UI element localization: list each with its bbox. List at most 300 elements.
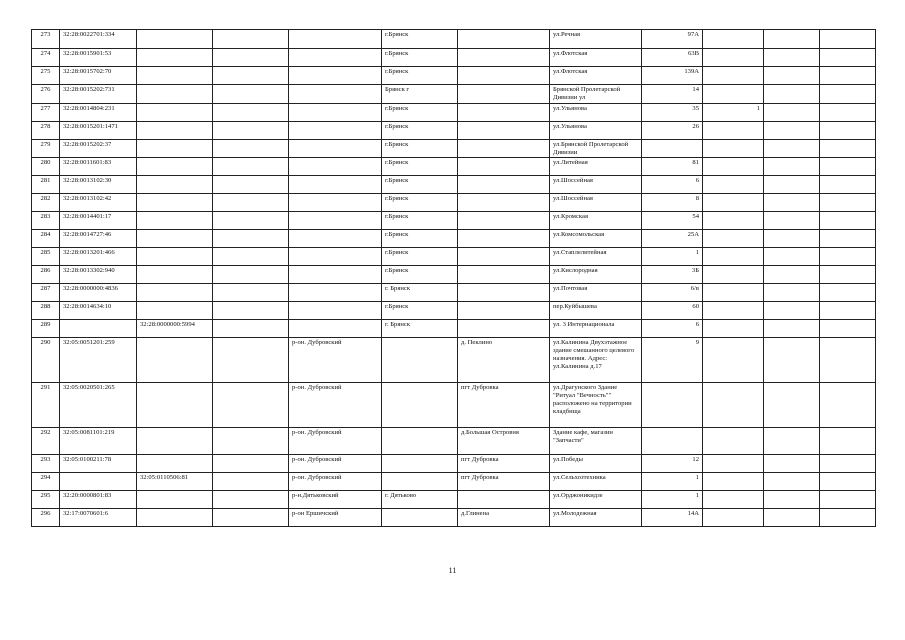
empty-cell — [213, 230, 289, 248]
cadastral-number-alt-cell — [137, 284, 213, 302]
empty-cell — [213, 491, 289, 509]
extra-cell — [820, 428, 876, 455]
city-cell — [382, 455, 458, 473]
extra-cell — [703, 383, 764, 428]
table-row — [32, 491, 876, 509]
extra-cell — [820, 302, 876, 320]
locality-cell — [458, 30, 550, 49]
house-number-cell: 14 — [642, 85, 703, 104]
cadastral-number-cell: 32:05:0051201:259 — [60, 338, 137, 383]
house-number-cell: 25А — [642, 230, 703, 248]
empty-cell — [213, 49, 289, 67]
extra-cell — [820, 383, 876, 428]
table-row — [32, 320, 876, 338]
district-cell — [289, 67, 382, 85]
district-cell — [289, 30, 382, 49]
locality-cell — [458, 104, 550, 122]
row-number-cell: 276 — [32, 85, 60, 104]
district-cell — [289, 104, 382, 122]
cadastral-number-alt-cell — [137, 104, 213, 122]
extra-cell — [764, 338, 820, 383]
cadastral-number-cell: 32:28:0014804:231 — [60, 104, 137, 122]
city-cell: г.Брянск — [382, 266, 458, 284]
row-number-cell: 283 — [32, 212, 60, 230]
table-row — [32, 85, 876, 104]
cadastral-number-cell: 32:20:0000801:83 — [60, 491, 137, 509]
district-cell — [289, 302, 382, 320]
extra-cell — [703, 194, 764, 212]
house-number-cell — [642, 383, 703, 428]
row-number-cell: 282 — [32, 194, 60, 212]
extra-cell: 1 — [703, 104, 764, 122]
house-number-cell: 9 — [642, 338, 703, 383]
house-number-cell: 35 — [642, 104, 703, 122]
house-number-cell: 6/в — [642, 284, 703, 302]
cadastral-number-alt-cell — [137, 158, 213, 176]
extra-cell — [764, 428, 820, 455]
row-number-cell: 288 — [32, 302, 60, 320]
address-cell: ул.Стаплелитейная — [550, 248, 642, 266]
extra-cell — [703, 158, 764, 176]
district-cell — [289, 248, 382, 266]
extra-cell — [764, 248, 820, 266]
extra-cell — [820, 194, 876, 212]
address-cell: ул.Ульянова — [550, 122, 642, 140]
row-number-cell: 279 — [32, 140, 60, 158]
address-cell: ул.Флотская — [550, 49, 642, 67]
table-row — [32, 176, 876, 194]
cadastral-number-alt-cell: 32:05:0110506:81 — [137, 473, 213, 491]
district-cell: р-он. Дубровский — [289, 338, 382, 383]
extra-cell — [820, 67, 876, 85]
address-cell: ул.Шоссейная — [550, 176, 642, 194]
table-row — [32, 122, 876, 140]
empty-cell — [213, 140, 289, 158]
address-cell: ул.Речная — [550, 30, 642, 49]
extra-cell — [703, 428, 764, 455]
table-row — [32, 248, 876, 266]
row-number-cell: 273 — [32, 30, 60, 49]
city-cell — [382, 428, 458, 455]
locality-cell: пгт Дубровка — [458, 383, 550, 428]
district-cell — [289, 284, 382, 302]
locality-cell — [458, 122, 550, 140]
extra-cell — [764, 85, 820, 104]
extra-cell — [820, 104, 876, 122]
extra-cell — [703, 284, 764, 302]
extra-cell — [820, 230, 876, 248]
house-number-cell: 3Б — [642, 266, 703, 284]
house-number-cell: 14А — [642, 509, 703, 527]
extra-cell — [703, 302, 764, 320]
extra-cell — [764, 194, 820, 212]
address-cell: пер.Куйбышева — [550, 302, 642, 320]
address-cell: ул.Победы — [550, 455, 642, 473]
row-number-cell: 284 — [32, 230, 60, 248]
table-row — [32, 455, 876, 473]
cadastral-number-cell: 32:28:0014727:46 — [60, 230, 137, 248]
district-cell: р-он. Дубровский — [289, 383, 382, 428]
cadastral-number-alt-cell — [137, 212, 213, 230]
empty-cell — [213, 30, 289, 49]
row-number-cell: 274 — [32, 49, 60, 67]
extra-cell — [703, 212, 764, 230]
extra-cell — [820, 140, 876, 158]
extra-cell — [703, 30, 764, 49]
cadastral-number-cell: 32:05:0020501:265 — [60, 383, 137, 428]
cadastral-number-alt-cell — [137, 30, 213, 49]
city-cell: г.Брянск — [382, 122, 458, 140]
district-cell — [289, 158, 382, 176]
extra-cell — [764, 383, 820, 428]
row-number-cell: 293 — [32, 455, 60, 473]
page-number: 11 — [448, 566, 457, 575]
extra-cell — [820, 320, 876, 338]
empty-cell — [213, 455, 289, 473]
city-cell: г. Брянск — [382, 284, 458, 302]
address-cell: ул.Литейная — [550, 158, 642, 176]
cadastral-number-alt-cell — [137, 338, 213, 383]
district-cell — [289, 122, 382, 140]
empty-cell — [213, 85, 289, 104]
extra-cell — [703, 67, 764, 85]
extra-cell — [703, 49, 764, 67]
table-row — [32, 49, 876, 67]
row-number-cell: 277 — [32, 104, 60, 122]
address-cell: ул.Шоссейная — [550, 194, 642, 212]
cadastral-number-alt-cell — [137, 491, 213, 509]
extra-cell — [764, 284, 820, 302]
table-row — [32, 473, 876, 491]
district-cell: р-он. Дубровский — [289, 428, 382, 455]
row-number-cell: 278 — [32, 122, 60, 140]
empty-cell — [213, 284, 289, 302]
city-cell — [382, 473, 458, 491]
city-cell: Брянск г — [382, 85, 458, 104]
extra-cell — [703, 140, 764, 158]
district-cell: р-он. Дубровский — [289, 473, 382, 491]
district-cell: р-н.Дятьковский — [289, 491, 382, 509]
city-cell: г. Брянск — [382, 320, 458, 338]
house-number-cell: 139А — [642, 67, 703, 85]
extra-cell — [764, 455, 820, 473]
table-row — [32, 284, 876, 302]
extra-cell — [764, 266, 820, 284]
row-number-cell: 285 — [32, 248, 60, 266]
house-number-cell: 6 — [642, 176, 703, 194]
row-number-cell: 287 — [32, 284, 60, 302]
table-row — [32, 338, 876, 383]
row-number-cell: 275 — [32, 67, 60, 85]
cadastral-number-alt-cell — [137, 248, 213, 266]
extra-cell — [764, 122, 820, 140]
table-row — [32, 158, 876, 176]
cadastral-number-cell: 32:28:0013302:940 — [60, 266, 137, 284]
property-register-table — [31, 29, 876, 527]
extra-cell — [703, 122, 764, 140]
extra-cell — [820, 284, 876, 302]
district-cell — [289, 212, 382, 230]
cadastral-number-cell: 32:28:0015202:37 — [60, 140, 137, 158]
address-cell: ул.Сельхозтехника — [550, 473, 642, 491]
address-cell: ул.Кислородная — [550, 266, 642, 284]
cadastral-number-alt-cell — [137, 509, 213, 527]
address-cell: ул.Кромская — [550, 212, 642, 230]
cadastral-number-cell: 32:28:0013201:466 — [60, 248, 137, 266]
table-row — [32, 266, 876, 284]
locality-cell: д.Глинена — [458, 509, 550, 527]
empty-cell — [213, 338, 289, 383]
locality-cell: пгт Дубровка — [458, 455, 550, 473]
empty-cell — [213, 383, 289, 428]
cadastral-number-cell: 32:28:0015702:70 — [60, 67, 137, 85]
cadastral-number-alt-cell — [137, 302, 213, 320]
locality-cell — [458, 320, 550, 338]
cadastral-number-cell: 32:05:0081101:219 — [60, 428, 137, 455]
address-cell: ул.Флотская — [550, 67, 642, 85]
cadastral-number-alt-cell — [137, 455, 213, 473]
table-row — [32, 302, 876, 320]
row-number-cell: 295 — [32, 491, 60, 509]
extra-cell — [764, 509, 820, 527]
address-cell: ул. 3 Интернационала — [550, 320, 642, 338]
extra-cell — [703, 248, 764, 266]
locality-cell — [458, 302, 550, 320]
extra-cell — [703, 338, 764, 383]
table-row — [32, 140, 876, 158]
empty-cell — [213, 194, 289, 212]
address-cell: ул.Молодежная — [550, 509, 642, 527]
cadastral-number-cell: 32:17:0070601:6 — [60, 509, 137, 527]
cadastral-number-alt-cell — [137, 85, 213, 104]
locality-cell — [458, 158, 550, 176]
extra-cell — [703, 176, 764, 194]
city-cell: г.Брянск — [382, 30, 458, 49]
district-cell: р-он. Дубровский — [289, 455, 382, 473]
locality-cell — [458, 67, 550, 85]
address-cell: ул.Драгунского Здание "Ритуал "Вечность"" расположено на территории кладбища — [550, 383, 642, 428]
locality-cell — [458, 49, 550, 67]
city-cell: г.Брянск — [382, 194, 458, 212]
house-number-cell: 6 — [642, 320, 703, 338]
cadastral-number-cell — [60, 473, 137, 491]
cadastral-number-cell: 32:28:0013102:42 — [60, 194, 137, 212]
cadastral-number-cell: 32:28:0011601:83 — [60, 158, 137, 176]
house-number-cell: 1 — [642, 491, 703, 509]
address-cell: Брянской Пролетарской Дивизии ул — [550, 85, 642, 104]
table-row — [32, 104, 876, 122]
empty-cell — [213, 158, 289, 176]
table-row — [32, 194, 876, 212]
city-cell: г. Дятьково — [382, 491, 458, 509]
city-cell: г.Брянск — [382, 140, 458, 158]
empty-cell — [213, 176, 289, 194]
house-number-cell: 1 — [642, 248, 703, 266]
extra-cell — [820, 338, 876, 383]
locality-cell: пгт Дубровка — [458, 473, 550, 491]
district-cell — [289, 140, 382, 158]
house-number-cell: 1 — [642, 473, 703, 491]
extra-cell — [703, 509, 764, 527]
locality-cell — [458, 284, 550, 302]
locality-cell — [458, 491, 550, 509]
address-cell: Здание кафе, магазин "Запчасти" — [550, 428, 642, 455]
address-cell: ул.Орджоникидзе — [550, 491, 642, 509]
cadastral-number-cell: 32:28:0015202:731 — [60, 85, 137, 104]
cadastral-number-cell: 32:28:0014401:17 — [60, 212, 137, 230]
empty-cell — [213, 266, 289, 284]
district-cell: р-он Ершичский — [289, 509, 382, 527]
city-cell: г.Брянск — [382, 49, 458, 67]
extra-cell — [703, 473, 764, 491]
extra-cell — [703, 266, 764, 284]
district-cell — [289, 49, 382, 67]
extra-cell — [764, 491, 820, 509]
cadastral-number-alt-cell — [137, 122, 213, 140]
row-number-cell: 294 — [32, 473, 60, 491]
city-cell: г.Брянск — [382, 302, 458, 320]
row-number-cell: 292 — [32, 428, 60, 455]
cadastral-number-alt-cell — [137, 194, 213, 212]
extra-cell — [764, 49, 820, 67]
cadastral-number-alt-cell — [137, 140, 213, 158]
house-number-cell — [642, 140, 703, 158]
row-number-cell: 289 — [32, 320, 60, 338]
house-number-cell: 12 — [642, 455, 703, 473]
empty-cell — [213, 67, 289, 85]
cadastral-number-cell: 32:28:0015901:53 — [60, 49, 137, 67]
city-cell: г.Брянск — [382, 104, 458, 122]
address-cell: ул.Почтовая — [550, 284, 642, 302]
extra-cell — [820, 158, 876, 176]
extra-cell — [764, 302, 820, 320]
empty-cell — [213, 509, 289, 527]
extra-cell — [764, 212, 820, 230]
house-number-cell: 97А — [642, 30, 703, 49]
city-cell: г.Брянск — [382, 158, 458, 176]
locality-cell — [458, 266, 550, 284]
cadastral-number-alt-cell — [137, 428, 213, 455]
cadastral-number-alt-cell — [137, 230, 213, 248]
extra-cell — [764, 30, 820, 49]
table-row — [32, 30, 876, 49]
locality-cell — [458, 212, 550, 230]
locality-cell — [458, 176, 550, 194]
extra-cell — [820, 85, 876, 104]
extra-cell — [820, 176, 876, 194]
extra-cell — [820, 49, 876, 67]
city-cell — [382, 338, 458, 383]
extra-cell — [764, 104, 820, 122]
address-cell: ул.Брянской Пролетарской Дивизии — [550, 140, 642, 158]
empty-cell — [213, 248, 289, 266]
locality-cell — [458, 140, 550, 158]
extra-cell — [703, 320, 764, 338]
empty-cell — [213, 320, 289, 338]
house-number-cell — [642, 428, 703, 455]
table-row — [32, 230, 876, 248]
extra-cell — [703, 85, 764, 104]
district-cell — [289, 266, 382, 284]
cadastral-number-cell: 32:28:0022701:334 — [60, 30, 137, 49]
cadastral-number-cell: 32:28:0014634:10 — [60, 302, 137, 320]
locality-cell — [458, 85, 550, 104]
house-number-cell: 63В — [642, 49, 703, 67]
empty-cell — [213, 428, 289, 455]
extra-cell — [764, 67, 820, 85]
row-number-cell: 290 — [32, 338, 60, 383]
cadastral-number-alt-cell — [137, 176, 213, 194]
table-row — [32, 428, 876, 455]
extra-cell — [764, 158, 820, 176]
house-number-cell: 81 — [642, 158, 703, 176]
table-body — [32, 30, 876, 527]
locality-cell: д. Пеклино — [458, 338, 550, 383]
extra-cell — [764, 473, 820, 491]
cadastral-number-cell: 32:28:0013102:30 — [60, 176, 137, 194]
table-row — [32, 67, 876, 85]
row-number-cell: 286 — [32, 266, 60, 284]
extra-cell — [820, 455, 876, 473]
table-row — [32, 509, 876, 527]
extra-cell — [820, 122, 876, 140]
house-number-cell: 60 — [642, 302, 703, 320]
cadastral-number-cell — [60, 320, 137, 338]
house-number-cell: 54 — [642, 212, 703, 230]
address-cell: ул.Комсомольская — [550, 230, 642, 248]
extra-cell — [764, 140, 820, 158]
cadastral-number-alt-cell — [137, 67, 213, 85]
cadastral-number-alt-cell: 32:28:0000000:5994 — [137, 320, 213, 338]
cadastral-number-cell: 32:05:0100211:78 — [60, 455, 137, 473]
empty-cell — [213, 473, 289, 491]
extra-cell — [764, 176, 820, 194]
house-number-cell: 8 — [642, 194, 703, 212]
cadastral-number-alt-cell — [137, 383, 213, 428]
cadastral-number-cell: 32:28:0015201:1471 — [60, 122, 137, 140]
city-cell — [382, 509, 458, 527]
empty-cell — [213, 104, 289, 122]
row-number-cell: 281 — [32, 176, 60, 194]
district-cell — [289, 194, 382, 212]
extra-cell — [703, 455, 764, 473]
empty-cell — [213, 212, 289, 230]
cadastral-number-alt-cell — [137, 266, 213, 284]
extra-cell — [820, 266, 876, 284]
extra-cell — [820, 491, 876, 509]
extra-cell — [820, 30, 876, 49]
table-row — [32, 383, 876, 428]
row-number-cell: 296 — [32, 509, 60, 527]
extra-cell — [764, 320, 820, 338]
locality-cell — [458, 230, 550, 248]
extra-cell — [820, 212, 876, 230]
district-cell — [289, 230, 382, 248]
row-number-cell: 291 — [32, 383, 60, 428]
extra-cell — [764, 230, 820, 248]
row-number-cell: 280 — [32, 158, 60, 176]
empty-cell — [213, 302, 289, 320]
city-cell: г.Брянск — [382, 248, 458, 266]
city-cell: г.Брянск — [382, 67, 458, 85]
city-cell: г.Брянск — [382, 176, 458, 194]
extra-cell — [820, 473, 876, 491]
locality-cell: д.Большая Островня — [458, 428, 550, 455]
table-row — [32, 212, 876, 230]
district-cell — [289, 320, 382, 338]
extra-cell — [820, 248, 876, 266]
address-cell: ул.Калинина Двухэтажное здание смешанного целевого назначения. Адрес: ул.Калинина д.17 — [550, 338, 642, 383]
